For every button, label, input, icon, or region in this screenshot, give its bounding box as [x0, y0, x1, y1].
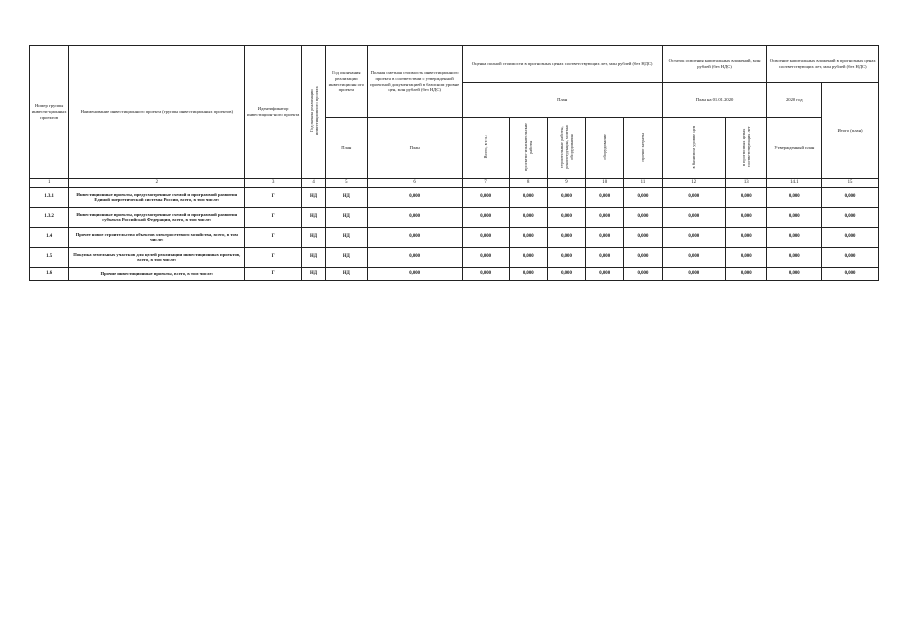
row-value: 0,000 — [586, 187, 624, 207]
row-value: 0,000 — [725, 247, 767, 267]
header-group-number: Номер группы инвести-ционных проектов — [30, 46, 69, 179]
row-value: 0,000 — [725, 227, 767, 247]
column-number: 9 — [547, 178, 585, 187]
row-value: 0,000 — [462, 267, 509, 280]
row-project-name: Прочие инвестиционные проекты, всего, в том числе: — [69, 267, 245, 280]
header-start-year — [302, 46, 326, 179]
row-project-id: Г — [245, 207, 302, 227]
header-other-text: прочие затраты — [640, 132, 646, 162]
header-row-1 — [30, 46, 879, 83]
header-other — [624, 118, 662, 179]
row-value: 0,000 — [662, 187, 725, 207]
row-project-name: Инвестиционные проекты, предусмотренные схемой и программой развития субъекта Российской Федерации, всего, в том числе: — [69, 207, 245, 227]
row-end-year: НД — [326, 247, 368, 267]
header-construction-text: строительные работы, реконструкция, монтаж оборудования — [558, 124, 574, 170]
row-value: 0,000 — [822, 187, 879, 207]
row-start-year: НД — [302, 227, 326, 247]
row-project-id: Г — [245, 227, 302, 247]
header-plan-year: План — [326, 118, 368, 179]
column-number: 12 — [662, 178, 725, 187]
header-forecast-prices — [725, 118, 767, 179]
header-total-incl — [462, 118, 509, 179]
row-number: 1.4 — [30, 227, 69, 247]
table-row — [30, 227, 879, 247]
header-full-estimate: Полная сметная стоимость инвестиционного проекта в соответствии с утвержденной проектной документацией в базисном уровне цен, млн рублей (без НДС) — [367, 46, 462, 118]
row-value: 0,000 — [624, 247, 662, 267]
row-value: 0,000 — [662, 227, 725, 247]
header-plan-at: План на 01.01.2020 — [662, 83, 767, 118]
row-value: 0,000 — [509, 267, 547, 280]
row-value: 0,000 — [586, 267, 624, 280]
row-value: 0,000 — [624, 267, 662, 280]
header-project-name: Наименование инвестиционного проекта (группы инвестиционных проектов) — [69, 46, 245, 179]
row-value: 0,000 — [767, 227, 822, 247]
row-number: 1.5 — [30, 247, 69, 267]
row-value: 0,000 — [624, 187, 662, 207]
header-remaining-cost: Остаток освоения капитальных вложений, млн рублей (без НДС) — [662, 46, 767, 83]
row-value: 0,000 — [767, 187, 822, 207]
column-number: 7 — [462, 178, 509, 187]
row-value: 0,000 — [367, 227, 462, 247]
row-value: 0,000 — [547, 267, 585, 280]
column-number: 3 — [245, 178, 302, 187]
row-value: 0,000 — [462, 207, 509, 227]
row-value: 0,000 — [767, 247, 822, 267]
row-value: 0,000 — [367, 247, 462, 267]
column-number: 10 — [586, 178, 624, 187]
row-value: 0,000 — [822, 227, 879, 247]
header-construction — [547, 118, 585, 179]
row-value: 0,000 — [509, 207, 547, 227]
row-value: 0,000 — [547, 207, 585, 227]
header-start-year-text: Год начала реализации инвестиционного проекта — [308, 86, 319, 136]
column-number: 11 — [624, 178, 662, 187]
table-row — [30, 187, 879, 207]
row-number: 1.6 — [30, 267, 69, 280]
row-value: 0,000 — [662, 207, 725, 227]
row-end-year: НД — [326, 207, 368, 227]
header-end-year: Год окончания реализации инвестиционн ого проекта — [326, 46, 368, 118]
row-value: 0,000 — [462, 227, 509, 247]
column-numbers-row — [30, 178, 879, 187]
investment-table — [29, 45, 879, 281]
header-approved-plan: Утвержденный план — [767, 118, 822, 179]
row-start-year: НД — [302, 187, 326, 207]
row-value: 0,000 — [367, 207, 462, 227]
header-forecast-prices-text: в прогнозных ценах соответствующих лет — [741, 126, 752, 168]
header-base-prices — [662, 118, 725, 179]
row-value: 0,000 — [725, 207, 767, 227]
header-equipment-text: оборудование — [602, 134, 608, 160]
row-end-year: НД — [326, 267, 368, 280]
table-row — [30, 267, 879, 280]
column-number: 14.1 — [767, 178, 822, 187]
column-number: 5 — [326, 178, 368, 187]
row-value: 0,000 — [367, 187, 462, 207]
row-project-name: Инвестиционные проекты, предусмотренные схемой и программой развития Единой энергетической системы России, всего, в том числе: — [69, 187, 245, 207]
row-value: 0,000 — [462, 247, 509, 267]
row-start-year: НД — [302, 247, 326, 267]
row-value: 0,000 — [767, 267, 822, 280]
header-project-id: Идентификатор инвестицион-ного проекта — [245, 46, 302, 179]
row-value: 0,000 — [624, 207, 662, 227]
column-number: 8 — [509, 178, 547, 187]
column-number: 13 — [725, 178, 767, 187]
row-value: 0,000 — [547, 227, 585, 247]
row-value: 0,000 — [509, 227, 547, 247]
row-value: 0,000 — [822, 267, 879, 280]
row-value: 0,000 — [624, 227, 662, 247]
header-base-prices-text: в базисном уровне цен — [691, 125, 697, 169]
column-number: 6 — [367, 178, 462, 187]
row-start-year: НД — [302, 267, 326, 280]
row-value: 0,000 — [586, 247, 624, 267]
row-value: 0,000 — [822, 207, 879, 227]
header-design-survey-text: проектно-изыскательские работы — [523, 122, 534, 172]
table-row — [30, 247, 879, 267]
header-equipment — [586, 118, 624, 179]
row-project-id: Г — [245, 247, 302, 267]
header-full-cost-forecast: Оценка полной стоимости в прогнозных ценах соответствующих лет, млн рублей (без НДС) — [462, 46, 662, 83]
row-value: 0,000 — [586, 207, 624, 227]
row-value: 0,000 — [367, 267, 462, 280]
header-design-survey — [509, 118, 547, 179]
row-value: 0,000 — [509, 247, 547, 267]
header-year-2020: 2020 год — [767, 83, 822, 118]
row-value: 0,000 — [547, 187, 585, 207]
row-end-year: НД — [326, 227, 368, 247]
row-project-name: Прочее новое строительство объектов электросетевого хозяйства, всего, в том числе: — [69, 227, 245, 247]
row-start-year: НД — [302, 207, 326, 227]
header-capital-development: Освоение капитальных вложений в прогнозных ценах соответствующих лет, млн рублей (без НДС) — [767, 46, 879, 83]
row-value: 0,000 — [662, 247, 725, 267]
row-end-year: НД — [326, 187, 368, 207]
row-value: 0,000 — [822, 247, 879, 267]
header-total-incl-text: Всего, в т.ч.: — [483, 135, 489, 159]
header-total-plan: Итого (план) — [822, 83, 879, 179]
column-number: 2 — [69, 178, 245, 187]
row-value: 0,000 — [462, 187, 509, 207]
column-number: 15 — [822, 178, 879, 187]
row-value: 0,000 — [586, 227, 624, 247]
table-row — [30, 207, 879, 227]
row-project-id: Г — [245, 267, 302, 280]
row-value: 0,000 — [725, 187, 767, 207]
row-project-id: Г — [245, 187, 302, 207]
row-value: 0,000 — [725, 267, 767, 280]
column-number: 1 — [30, 178, 69, 187]
row-project-name: Покупка земельных участков для целей реализации инвестиционных проектов, всего, в том числе: — [69, 247, 245, 267]
header-plan-estimate: План — [367, 118, 462, 179]
row-value: 0,000 — [767, 207, 822, 227]
column-number: 4 — [302, 178, 326, 187]
row-number: 1.3.2 — [30, 207, 69, 227]
row-value: 0,000 — [509, 187, 547, 207]
row-number: 1.3.1 — [30, 187, 69, 207]
row-value: 0,000 — [662, 267, 725, 280]
header-plan: План — [462, 83, 662, 118]
row-value: 0,000 — [547, 247, 585, 267]
